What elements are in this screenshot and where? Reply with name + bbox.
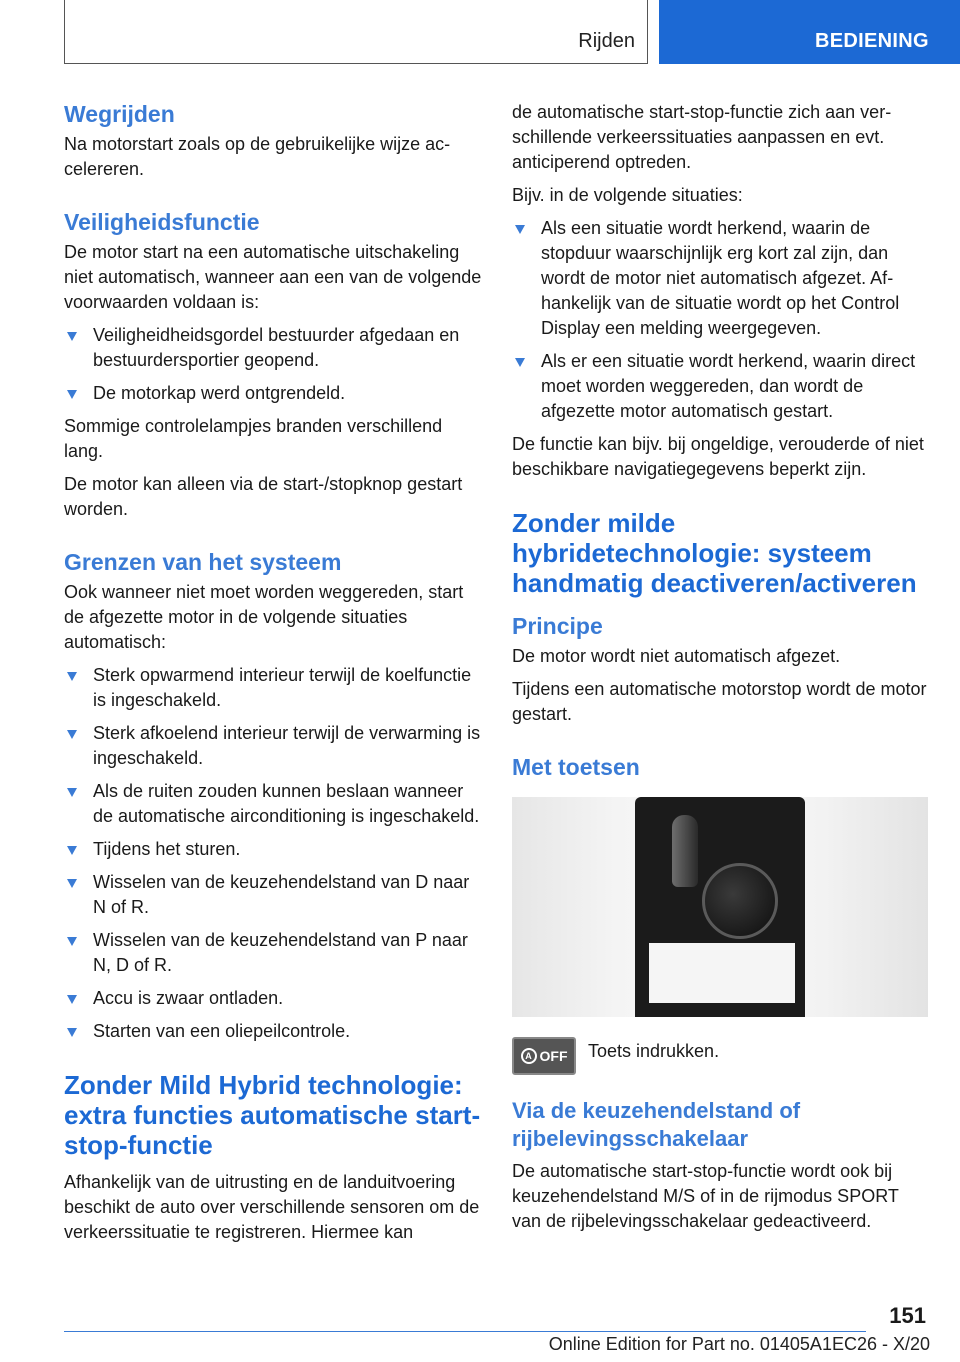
list-item: Wisselen van de keuzehendelstand van D naar N of R. [64, 870, 482, 920]
text-principe-1: De motor wordt niet automatisch afgezet. [512, 646, 841, 666]
text-grenzen: Ook wanneer niet moet worden weggereden, start de afgezette motor in de volgende situaties automatisch: [64, 582, 464, 652]
text-veiligheidsfunctie: De motor start na een automatische uitschakeling niet automatisch, wanneer aan een van de volgende voorwaarden voldaan is: [64, 242, 482, 312]
heading-principe: Principe [512, 613, 603, 639]
bullet-triangle-icon [67, 879, 77, 888]
list-item: Als een situatie wordt herkend, waarin de stopduur waarschijnlijk erg kort zal zijn, dan wordt de motor niet automatisch afgezet. Afhankelijk van de situatie wordt op het Control Display een melding weergegeven. [512, 216, 930, 341]
text-continuation: de automatische start-stop-functie zich aan verschillende verkeerssituaties aanpassen en evt. anticiperend optreden. [512, 102, 892, 172]
right-column [512, 100, 930, 1242]
list-item: Starten van een oliepeilcontrole. [64, 1019, 482, 1044]
text-wegrijden: Na motorstart zoals op de gebruikelijke wijze accelereren. [64, 134, 451, 179]
bullet-triangle-icon [515, 225, 525, 234]
list-item: Tijdens het sturen. [64, 837, 482, 862]
text-toets-indrukken: Toets indrukken. [588, 1041, 720, 1061]
bullet-triangle-icon [67, 390, 77, 399]
list-situaties [512, 216, 930, 424]
bullet-triangle-icon [67, 995, 77, 1004]
list-grenzen [64, 663, 482, 1044]
bullet-triangle-icon [67, 1028, 77, 1037]
gear-selector-lever [672, 815, 698, 887]
list-item: Sterk opwarmend interieur terwijl de koelfunctie is ingeschakeld. [64, 663, 482, 713]
bullet-triangle-icon [67, 788, 77, 797]
page-number: 151 [889, 1303, 926, 1328]
heading-wegrijden: Wegrijden [64, 101, 175, 127]
list-item: Veiligheidheidsgordel bestuurder afgedaan en bestuurdersportier geopend. [64, 323, 482, 373]
header-chapter-box [659, 0, 960, 64]
auto-start-stop-off-icon: A OFF [512, 1037, 576, 1075]
text-functie-beperkt: De functie kan bijv. bij ongeldige, verouderde of niet beschikbare navigatiegegevens beperkt zijn. [512, 434, 924, 479]
header-chapter: BEDIENING [815, 30, 929, 52]
bullet-triangle-icon [515, 358, 525, 367]
list-item: Wisselen van de keuzehendelstand van P naar N, D of R. [64, 928, 482, 978]
list-item: Als de ruiten zouden kunnen beslaan wanneer de automatische airconditioning is ingeschakeld. [64, 779, 482, 829]
left-column [64, 100, 482, 1253]
center-console-image [512, 797, 928, 1017]
text-zonder-mild-hybrid: Afhankelijk van de uitrusting en de landuitvoering beschikt de auto over verschillende sensoren om de verkeerssituatie te registreren. Hiermee kan [64, 1172, 480, 1242]
list-item: Sterk afkoelend interieur terwijl de verwarming is ingeschakeld. [64, 721, 482, 771]
list-item: De motorkap werd ontgrendeld. [64, 381, 482, 406]
footer-edition: Online Edition for Part no. 01405A1EC26 - X/20 [548, 1334, 930, 1354]
bullet-triangle-icon [67, 937, 77, 946]
list-item: Accu is zwaar ontladen. [64, 986, 482, 1011]
text-bijv: Bijv. in de volgende situaties: [512, 185, 743, 205]
bullet-triangle-icon [67, 672, 77, 681]
heading-met-toetsen: Met toetsen [512, 754, 640, 780]
bullet-triangle-icon [67, 730, 77, 739]
heading-via-keuzehendel: Via de keuzehendelstand of rijbelevingsschakelaar [512, 1098, 801, 1151]
header-section-box [64, 0, 648, 64]
bullet-triangle-icon [67, 332, 77, 341]
controller-knob [702, 863, 778, 939]
heading-zonder-mild-hybrid: Zonder Mild Hybrid technologie: extra functies automatische start-stop-functie [64, 1070, 481, 1160]
heading-grenzen: Grenzen van het systeem [64, 549, 342, 575]
list-item: Als er een situatie wordt herkend, waarin direct moet worden weggereden, dan wordt de afgezette motor automatisch gestart. [512, 349, 930, 424]
text-startknop: De motor kan alleen via de start-/stopknop gestart worden. [64, 474, 463, 519]
header-section: Rijden [578, 30, 635, 52]
footer-divider [64, 1331, 866, 1332]
text-controlelampjes: Sommige controlelampjes branden verschillend lang. [64, 416, 443, 461]
off-button-row [512, 1037, 930, 1075]
heading-veiligheidsfunctie: Veiligheidsfunctie [64, 209, 260, 235]
list-veiligheid [64, 323, 482, 406]
heading-deactiveren: Zonder milde hybridetechnologie: systeem handmatig deactiveren/activeren [512, 508, 917, 598]
text-via-keuzehendel: De automatische start-stop-functie wordt ook bij keuzehendelstand M/S of in de rijmodus SPORT van de rijbelevingsschakelaar gedeactiveerd. [512, 1161, 899, 1231]
bullet-triangle-icon [67, 846, 77, 855]
text-principe-2: Tijdens een automatische motorstop wordt de motor gestart. [512, 679, 927, 724]
